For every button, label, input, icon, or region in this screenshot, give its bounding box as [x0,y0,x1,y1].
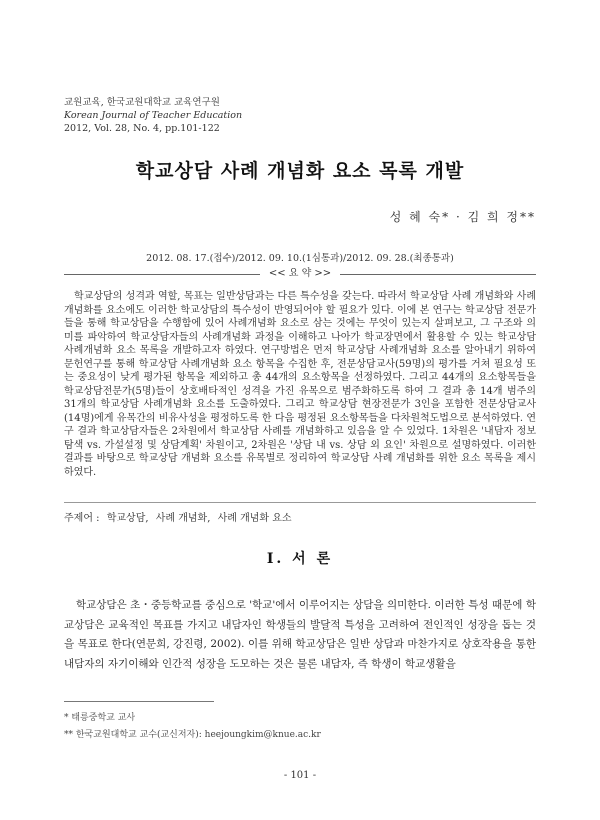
page-number: - 101 - [283,770,317,781]
keyword-item: 사례 개념화 요소 [217,513,292,524]
paper-title: 학교상담 사례 개념화 요소 목록 개발 [135,160,465,182]
keyword-item: 학교상담, [106,513,149,524]
submission-dates: 2012. 08. 17.(접수)/2012. 09. 10.(1심통과)/2012. 09. 28.(최종통과) [146,253,454,264]
journal-info [64,96,242,135]
authors: 성 혜 숙* · 김 희 정** [389,210,536,224]
body-paragraph: 학교상담은 초・중등학교를 중심으로 '학교'에서 이루어지는 상담을 의미한다. 이러한 특성 때문에 학교상담은 교육적인 목표를 가지고 내담자인 학생들의 발달적 특성을 고려하여 전인적인 성장을 돕는 것을 목표로 한다(연문희, 강진령, 2002). 이를 위해 학교상담은 일반 상담과 마찬가지로 상호작용을 통한 내담자의 자기이해와 인간적 성장을 도모하는 것은 물론 내담자, 즉 학생이 학교생활을 [64,599,536,670]
footnote-1: * 태릉중학교 교사 [64,713,136,723]
keywords-label: 주제어 : [64,513,100,524]
abstract-heading-label: << 요 약 >> [268,268,332,279]
footnote-rule [64,701,214,702]
journal-volume: 2012, Vol. 28, No. 4, pp.101-122 [64,123,220,134]
journal-name-english: Korean Journal of Teacher Education [64,110,243,121]
abstract-text: 학교상담의 성격과 역할, 목표는 일반상담과는 다른 특수성을 갖는다. 따라서 학교상담 사례 개념화와 사례 개념화를 요소에도 이러한 학교상담의 특수성이 반영되어야 할 필요가 있다. 이에 본 연구는 학교상담 전문가들을 통해 학교상담을 수행함에 있어 사례개념화 요소로 삼는 것에는 무엇이 있는지 살펴보고, 그 구조와 의미를 파악하여 학교상담자들의 사례개념화 과정을 이해하고 나아가 학교장면에서 활용할 수 있는 학교상담 사례개념화 요소 목록을 개발하고자 하였다. 연구방법은 먼저 학교상담 사례개념화 요소를 알아내기 위하여 문헌연구를 통해 학교상담 사례개념화 요소 항목을 수집한 후, 전문상담교사(59명)의 평가를 거쳐 필요성 또는 중요성이 낮게 평가된 항목을 제외하고 총 44개의 요소항목을 선정하였다. 그리고 44개의 요소항목들을 학교상담전문가(5명)들이 상호배타적인 성격을 가진 유목으로 범주화하도록 하여 그 결과 총 14개 범주의 31개의 학교상담 사례개념화 요소를 도출하였다. 그리고 학교상담 현장전문가 3인을 포함한 전문상담교사(14명)에게 유목간의 비유사성을 평정하도록 한 다음 평정된 요소항목들을 다차원척도법으로 분석하였다. 연구 결과 학교상담자들은 2차원에서 학교상담 사례를 개념화하고 있음을 알 수 있었다. 1차원은 '내담자 정보탐색 vs. 가설설정 및 상담계획' 차원이고, 2차원은 '상담 내 vs. 상담 외 요인' 차원으로 설명하였다. 이러한 결과를 바탕으로 학교상담 개념화 요소를 유목별로 정리하여 학교상담 사례 개념화를 위한 요소 목록을 제시하였다. [64,291,536,478]
footnote-2: ** 한국교원대학교 교수(교신저자): heejoungkim@knue.ac.kr [64,730,321,740]
section-heading: I. 서 론 [266,551,334,567]
abstract-heading [64,267,536,281]
keywords [64,502,536,524]
keyword-item: 사례 개념화, [155,513,211,524]
journal-name-korean: 교원교육, 한국교원대학교 교육연구원 [64,97,220,108]
